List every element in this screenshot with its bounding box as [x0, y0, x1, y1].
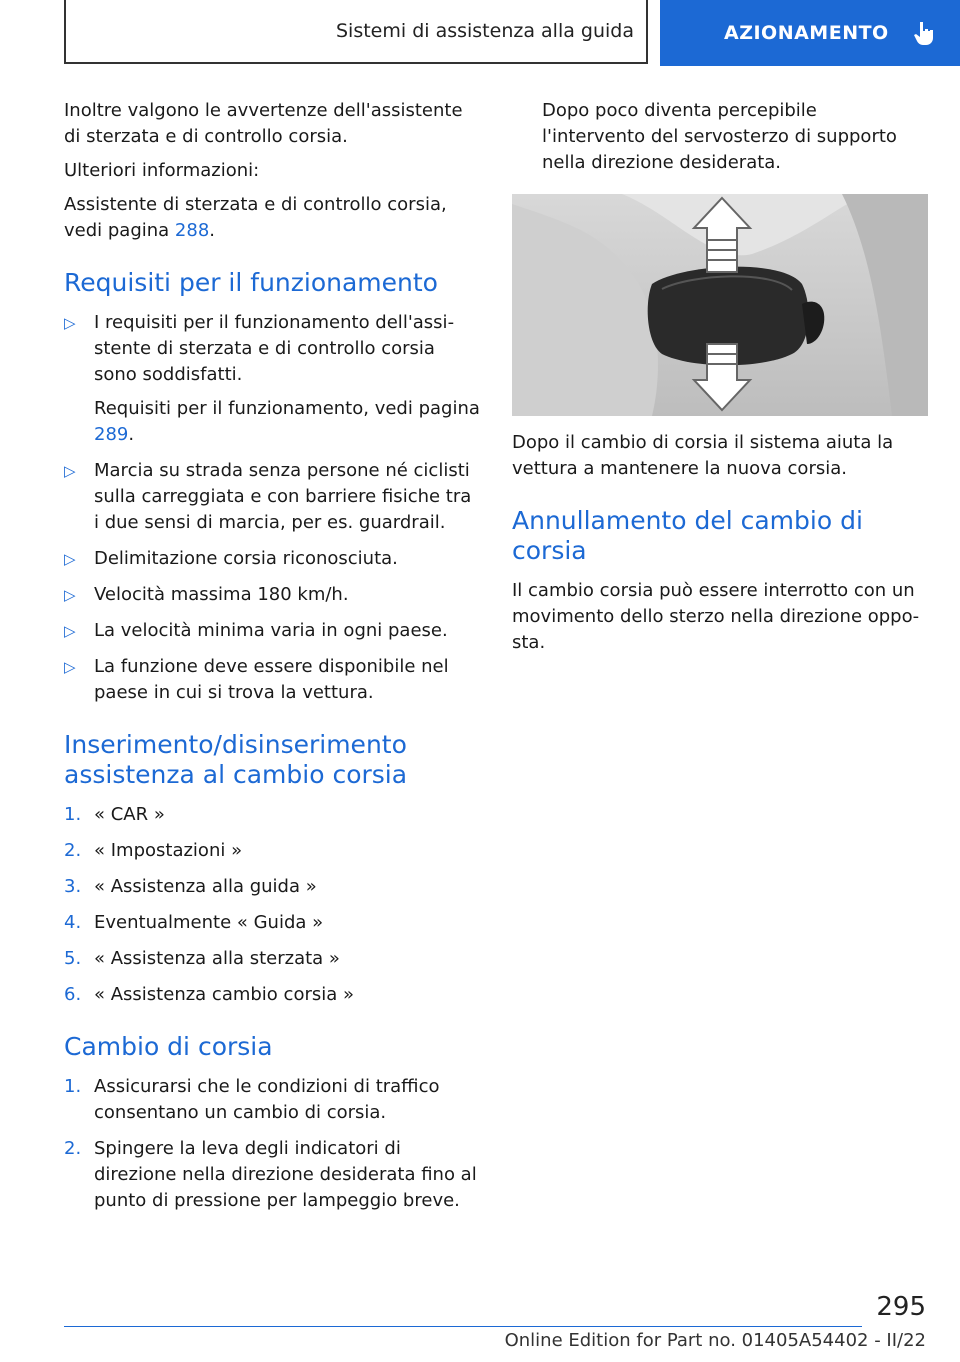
page-number: 295: [876, 1292, 926, 1322]
triangle-bullet-icon: ▷: [64, 586, 76, 604]
heading-inserimento: Inserimento/disinserimento assistenza al cambio corsia: [64, 730, 408, 789]
list-item: ▷ La velocità minima varia in ogni paese.: [64, 618, 480, 644]
hand-pointer-icon: [913, 21, 935, 45]
heading-annullamento: Annullamento del cambio di corsia: [512, 506, 863, 565]
list-item: ▷ La funzione deve essere disponibile nel paese in cui si trova la vettura.: [64, 656, 449, 703]
list-item: 6. « Assistenza cambio corsia »: [64, 984, 354, 1005]
list-item: 5. « Assistenza alla sterzata »: [64, 948, 340, 969]
section-header: [64, 0, 648, 64]
triangle-bullet-icon: ▷: [64, 462, 76, 480]
list-item: 3. « Assistenza alla guida »: [64, 876, 317, 897]
steps-list: [64, 1074, 480, 1214]
triangle-bullet-icon: ▷: [64, 658, 76, 676]
edition-footer: Online Edition for Part no. 01405A54402 - II/22: [504, 1330, 926, 1351]
chapter-tab[interactable]: [660, 0, 960, 66]
left-column: [64, 98, 480, 1224]
footer-divider: [64, 1326, 862, 1327]
list-item: 4. Eventualmente « Guida »: [64, 912, 324, 933]
cross-reference: Assistente di sterzata e di controllo corsia, vedi pagina 288.: [64, 194, 447, 241]
list-item: ▷ Velocità massima 180 km/h.: [64, 582, 480, 608]
intro-paragraph: Inoltre valgono le avvertenze dell'assistente di sterzata e di controllo corsia.: [64, 100, 463, 147]
list-item: ▷ Delimitazione corsia riconosciuta.: [64, 546, 480, 572]
requirements-list: [64, 310, 480, 706]
list-item: 2. Spingere la leva degli indicatori di direzione nella direzione desiderata fino al punto di pressione per lampeggio breve.: [64, 1138, 477, 1211]
annullamento-paragraph: Il cambio corsia può essere interrotto con un movimento dello sterzo nella direzione opposta.: [512, 580, 920, 653]
intro-paragraph: Ulteriori informazioni:: [64, 160, 260, 181]
turn-signal-lever-illustration: [512, 194, 928, 416]
page-link[interactable]: 288: [174, 220, 210, 241]
right-column: [512, 98, 924, 664]
list-item: 2. « Impostazioni »: [64, 840, 243, 861]
cross-reference: Requisiti per il funzionamento, vedi pagina 289.: [94, 398, 480, 445]
continued-paragraph: Dopo poco diventa percepibile l'intervento del servosterzo di supporto nella direzione desiderata.: [542, 100, 897, 173]
steps-list: [64, 802, 480, 1008]
chapter-label: AZIONAMENTO: [724, 22, 889, 44]
list-item: ▷ Marcia su strada senza persone né ciclisti sulla carreggiata e con barriere fisiche tra i due sensi di marcia, per es. guardrail.: [64, 460, 472, 533]
page-link[interactable]: 289: [94, 424, 129, 445]
heading-requisiti: Requisiti per il funzionamento: [64, 268, 438, 297]
list-item: ▷ I requisiti per il funzionamento dell'assistente di sterzata e di controllo corsia sono soddisfatti. Requisiti per il funzionamento, vedi pagina 289.: [64, 310, 480, 448]
triangle-bullet-icon: ▷: [64, 314, 76, 332]
triangle-bullet-icon: ▷: [64, 622, 76, 640]
heading-cambio: Cambio di corsia: [64, 1032, 273, 1061]
triangle-bullet-icon: ▷: [64, 550, 76, 568]
list-item: 1. « CAR »: [64, 804, 165, 825]
list-item: 1. Assicurarsi che le condizioni di traffico consentano un cambio di corsia.: [64, 1076, 440, 1123]
section-title: Sistemi di assistenza alla guida: [335, 20, 634, 42]
after-figure-paragraph: Dopo il cambio di corsia il sistema aiuta la vettura a mantenere la nuova corsia.: [512, 432, 894, 479]
